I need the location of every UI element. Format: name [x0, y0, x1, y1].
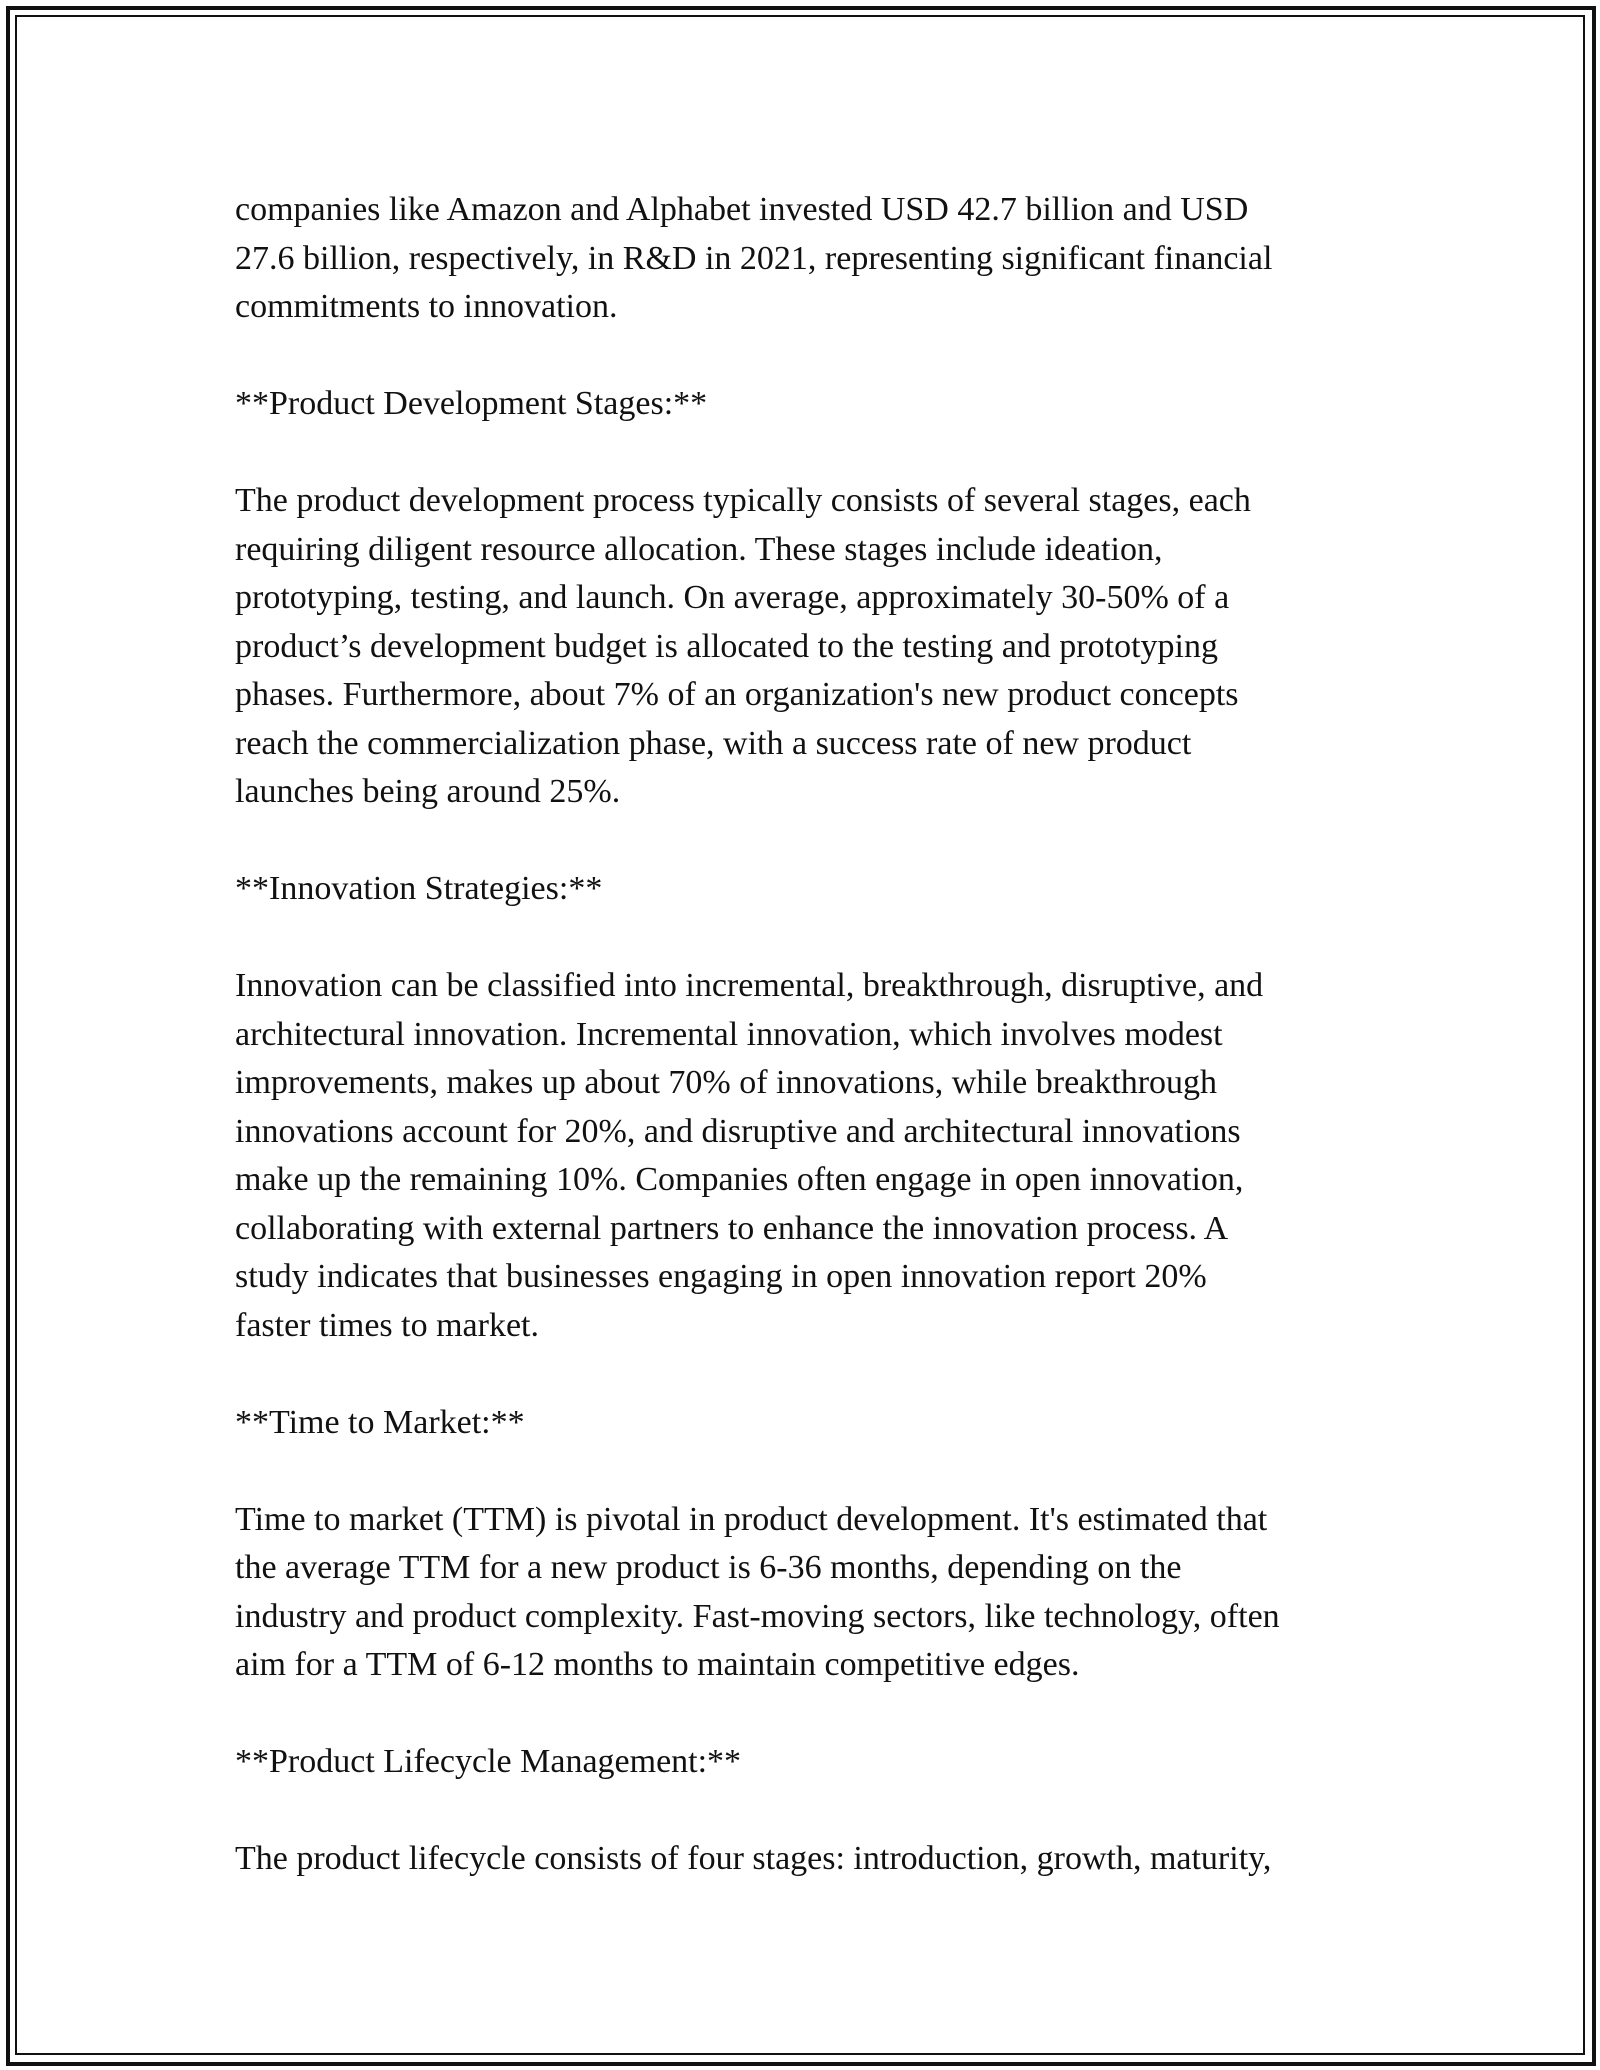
- text-line: 27.6 billion, respectively, in R&D in 2021, representing significant financial: [235, 239, 1273, 277]
- paragraph: [235, 477, 1385, 817]
- text-line: Innovation can be classified into incremental, breakthrough, disruptive, and: [235, 967, 1264, 1004]
- heading-text: **Innovation Strategies:**: [235, 870, 603, 907]
- paragraph: [235, 1835, 1385, 1884]
- text-line: product’s development budget is allocated to the testing and prototyping: [235, 627, 1218, 665]
- text-line: make up the remaining 10%. Companies often engage in open innovation,: [235, 1161, 1244, 1198]
- paragraph: [235, 962, 1385, 1350]
- text-line: prototyping, testing, and launch. On average, approximately 30-50% of a: [235, 579, 1230, 616]
- text-line: study indicates that businesses engaging in open innovation report 20%: [235, 1258, 1207, 1295]
- text-line: commitments to innovation.: [235, 288, 618, 325]
- document-body: [235, 186, 1385, 1884]
- text-line: industry and product complexity. Fast-moving sectors, like technology, often: [235, 1597, 1280, 1635]
- paragraph: [235, 186, 1385, 332]
- heading-text: **Time to Market:**: [235, 1403, 525, 1441]
- section-heading: [235, 865, 1385, 914]
- text-line: collaborating with external partners to enhance the innovation process. A: [235, 1209, 1229, 1247]
- text-line: phases. Furthermore, about 7% of an organization's new product concepts: [235, 676, 1239, 713]
- text-line: reach the commercialization phase, with a success rate of new product: [235, 724, 1192, 762]
- heading-text: **Product Development Stages:**: [235, 385, 708, 422]
- section-heading: [235, 1399, 1385, 1448]
- text-line: faster times to market.: [235, 1306, 540, 1344]
- heading-text: **Product Lifecycle Management:**: [235, 1743, 742, 1780]
- section-heading: [235, 380, 1385, 429]
- paragraph: [235, 1496, 1385, 1690]
- text-line: improvements, makes up about 70% of innovations, while breakthrough: [235, 1064, 1218, 1101]
- text-line: requiring diligent resource allocation. These stages include ideation,: [235, 530, 1163, 568]
- text-line: architectural innovation. Incremental innovation, which involves modest: [235, 1015, 1223, 1053]
- text-line: the average TTM for a new product is 6-36 months, depending on the: [235, 1549, 1182, 1586]
- text-line: The product lifecycle consists of four stages: introduction, growth, maturity,: [235, 1840, 1272, 1877]
- text-line: innovations account for 20%, and disruptive and architectural innovations: [235, 1112, 1241, 1150]
- text-line: companies like Amazon and Alphabet invested USD 42.7 billion and USD: [235, 191, 1249, 228]
- text-line: launches being around 25%.: [235, 773, 621, 810]
- text-line: Time to market (TTM) is pivotal in product development. It's estimated that: [235, 1500, 1268, 1538]
- section-heading: [235, 1738, 1385, 1787]
- text-line: The product development process typically consists of several stages, each: [235, 482, 1251, 519]
- text-line: aim for a TTM of 6-12 months to maintain competitive edges.: [235, 1646, 1080, 1683]
